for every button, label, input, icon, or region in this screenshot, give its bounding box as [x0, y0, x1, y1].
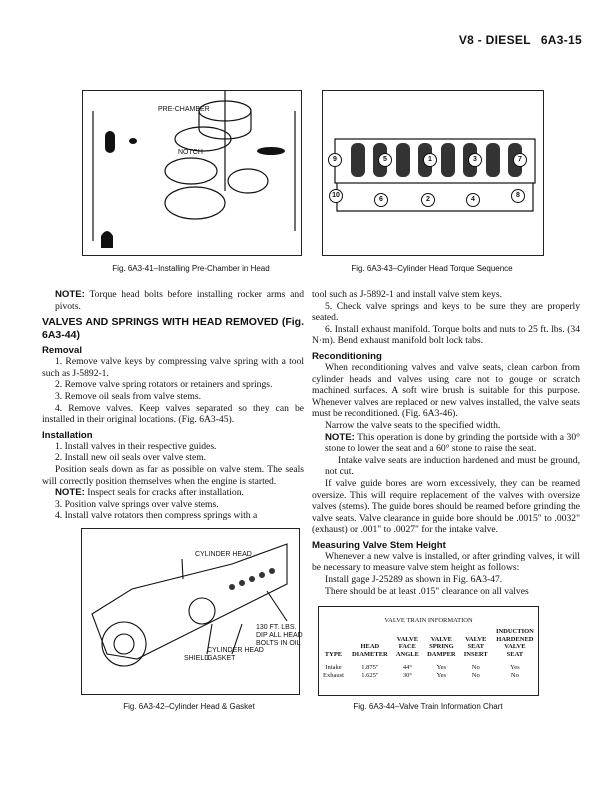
column-header: VALVE SPRING DAMPER	[427, 635, 456, 658]
step: 5. Check valve springs and keys to be sure they are properly seated.	[312, 300, 580, 324]
paragraph: There should be at least .015" clearance on all valves	[325, 585, 529, 597]
page-number: 6A3-15	[540, 33, 582, 47]
bolt-number: 3	[468, 153, 482, 167]
figure-caption: Fig. 6A3-42–Cylinder Head & Gasket	[123, 702, 255, 711]
label-notch: NOTCH	[178, 149, 203, 156]
cylinder-head-illustration	[323, 91, 543, 255]
table-cell: No	[471, 664, 480, 671]
label-pre-chamber: PRE-CHAMBER	[158, 106, 210, 113]
step: 3. Remove oil seals from valve stems.	[55, 390, 202, 402]
label-shield: SHIELD	[184, 655, 210, 662]
note-label: NOTE:	[55, 289, 85, 300]
bolt-number: 6	[374, 193, 388, 207]
bolt-number: 7	[513, 153, 527, 167]
bolt-number: 5	[378, 153, 392, 167]
label-gasket: GASKET	[207, 655, 236, 662]
label-bolts-oil: BOLTS IN OIL	[256, 640, 301, 647]
bolt-number: 4	[466, 193, 480, 207]
bolt-number: 8	[511, 189, 525, 203]
table-row	[319, 658, 538, 672]
figure-caption: Fig. 6A3-43–Cylinder Head Torque Sequence	[351, 264, 513, 273]
table-header-row	[319, 628, 538, 658]
table-cell: Exhaust	[323, 672, 344, 679]
paragraph: When reconditioning valves and valve seats, clean carbon from cylinder heads and valves using care not to gouge or scratch machined surfaces. A soft wire brush is suitable for this purpose. Whenever valves are replaced or new valves installed, the valve seats must be reconditioned. (Fig. 6A3-46).	[312, 361, 580, 420]
label-cylinder-head-gasket: CYLINDER HEAD	[207, 647, 264, 654]
paragraph: Narrow the valve seats to the specified width.	[325, 419, 501, 431]
table-cell: Yes	[436, 672, 447, 679]
table-row	[319, 672, 538, 680]
step: 3. Position valve springs over valve stems.	[55, 498, 219, 510]
label-torque: 130 FT. LBS.	[256, 624, 297, 631]
pre-chamber-illustration	[83, 91, 301, 255]
figure-pre-chamber	[82, 90, 302, 256]
paragraph: Position seals down as far as possible on valve stem. The seals will correctly position themselves when the engine is started.	[42, 463, 304, 487]
note-label: NOTE:	[55, 487, 85, 499]
note-text: Torque head bolts before installing rocker arms and pivots.	[55, 289, 304, 312]
label-cylinder-head: CYLINDER HEAD	[195, 551, 252, 558]
figure-cylinder-head-gasket	[81, 528, 303, 695]
step: 4. Remove valves. Keep valves separated so they can be installed in their original locations. (Fig. 6A3-45).	[42, 402, 304, 426]
engine-illustration	[82, 529, 299, 694]
table-cell: Intake	[325, 664, 342, 671]
subheading-installation: Installation	[42, 429, 93, 441]
paragraph: Intake valve seats are induction hardened and must be ground, not cut.	[325, 454, 580, 478]
paragraph: Install gage J-25289 as shown in Fig. 6A3-47.	[325, 574, 503, 586]
figure-torque-sequence	[322, 90, 544, 256]
section-title: V8 - DIESEL	[458, 33, 531, 47]
paragraph: If valve guide bores are worn excessively, they can be reamed oversize. This will require replacement of the valves with oversize valves (stems). The guide bores should be reamed before grinding the valve seats. Valve clearance in guide bore should be .0015" to .0032" (exhaust) or .001" to .0027" for the intake valve.	[312, 477, 580, 536]
note-text: This operation is done by grinding the portside with a 30° stone to lower the seat and a 60° stone to raise the seat.	[325, 431, 580, 455]
note-text: Inspect seals for cracks after installation.	[84, 487, 244, 499]
table-cell: 44°	[402, 664, 412, 671]
subheading-measuring: Measuring Valve Stem Height	[312, 539, 446, 551]
figure-valve-train-chart	[318, 606, 539, 696]
note-label: NOTE:	[325, 431, 355, 443]
step: 2. Remove valve spring rotators or retainers and springs.	[55, 379, 273, 391]
bolt-number: 9	[328, 153, 342, 167]
table-cell: 30°	[402, 672, 412, 679]
table-cell: No	[510, 672, 519, 679]
table-cell: Yes	[510, 664, 520, 671]
paragraph: tool such as J-5892-1 and install valve stem keys.	[312, 289, 502, 300]
right-column	[312, 289, 580, 597]
table-title: VALVE TRAIN INFORMATION	[384, 617, 473, 624]
column-header: HEAD DIAMETER	[351, 643, 388, 658]
bolt-number: 2	[421, 193, 435, 207]
column-header: INDUCTION HARDENED VALVE SEAT	[495, 628, 534, 658]
step: 6. Install exhaust manifold. Torque bolts and nuts to 25 ft. lbs. (34 N·m). Bend exhaust manifold bolt lock tabs.	[312, 323, 580, 347]
paragraph: Whenever a new valve is installed, or after grinding valves, it will be necessary to measure valve stem height as follows:	[312, 550, 580, 574]
table-cell: 1.625"	[361, 672, 379, 679]
table-cell: Yes	[436, 664, 447, 671]
page-header	[449, 33, 582, 47]
subheading-removal: Removal	[42, 345, 82, 357]
step: 4. Install valve rotators then compress springs with a	[55, 510, 258, 522]
label-dip: DIP ALL HEAD	[256, 632, 303, 639]
step: 1. Remove valve keys by compressing valve spring with a tool such as J-5892-1.	[42, 356, 304, 379]
bolt-number: 10	[329, 189, 343, 203]
subheading-reconditioning: Reconditioning	[312, 350, 382, 362]
step: 1. Install valves in their respective guides.	[55, 440, 217, 452]
figure-caption: Fig. 6A3-44–Valve Train Information Chart	[353, 702, 503, 711]
column-header: VALVE FACE ANGLE	[395, 635, 419, 658]
left-column	[42, 289, 304, 522]
valve-train-table	[319, 628, 538, 680]
column-header: VALVE SEAT INSERT	[463, 635, 488, 658]
table-cell: 1.875"	[361, 664, 379, 671]
step: 2. Install new oil seals over valve stem.	[55, 452, 207, 464]
column-header: TYPE	[324, 650, 343, 658]
bolt-number: 1	[423, 153, 437, 167]
section-heading: VALVES AND SPRINGS WITH HEAD REMOVED (Fig. 6A3-44)	[42, 316, 304, 341]
table-cell: No	[471, 672, 480, 679]
figure-caption: Fig. 6A3-41–Installing Pre-Chamber in Head	[112, 264, 270, 273]
